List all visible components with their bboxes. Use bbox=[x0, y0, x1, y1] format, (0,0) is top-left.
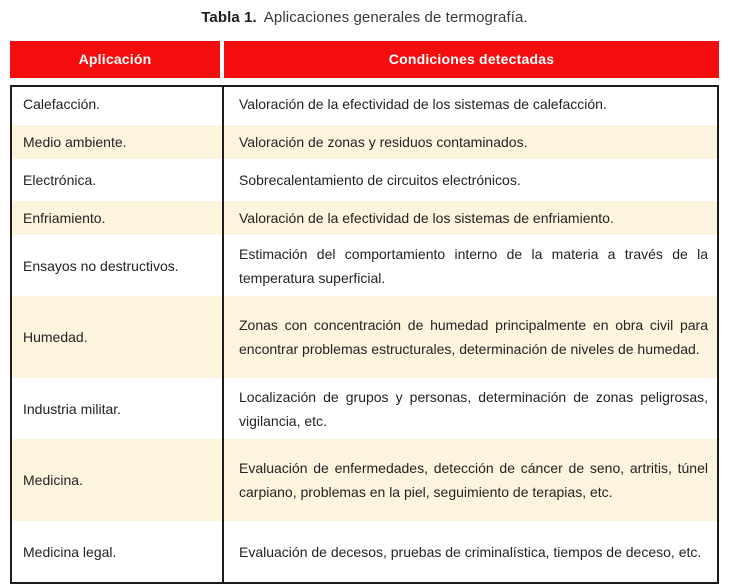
table-body bbox=[10, 85, 719, 584]
column-header-condiciones: Condiciones detectadas bbox=[224, 41, 719, 78]
cell-aplicacion: Calefacción. bbox=[23, 96, 101, 112]
table-row bbox=[12, 163, 717, 201]
cell-condiciones: Zonas con concentración de humedad principalmente en obra civil para encontrar problemas estructurales, determinación de niveles de humedad. bbox=[239, 317, 708, 357]
table-row bbox=[12, 439, 717, 525]
cell-condiciones: Valoración de zonas y residuos contaminados. bbox=[239, 134, 528, 150]
cell-aplicacion: Medio ambiente. bbox=[23, 134, 127, 150]
column-divider bbox=[222, 87, 224, 582]
cell-aplicacion: Medicina. bbox=[23, 472, 83, 488]
cell-condiciones: Evaluación de decesos, pruebas de criminalística, tiempos de deceso, etc. bbox=[239, 543, 702, 560]
cell-aplicacion: Medicina legal. bbox=[23, 543, 117, 560]
cell-aplicacion: Electrónica. bbox=[23, 172, 97, 188]
cell-condiciones: Localización de grupos y personas, determinación de zonas peligrosas, vigilancia, etc. bbox=[239, 388, 708, 429]
table-caption bbox=[0, 0, 729, 27]
table-row bbox=[12, 87, 717, 125]
cell-aplicacion: Enfriamiento. bbox=[23, 210, 106, 226]
cell-condiciones: Valoración de la efectividad de los sistemas de enfriamiento. bbox=[239, 210, 614, 226]
cell-aplicacion: Humedad. bbox=[23, 329, 88, 345]
cell-aplicacion: Industria militar. bbox=[23, 400, 122, 417]
cell-condiciones: Valoración de la efectividad de los sistemas de calefacción. bbox=[239, 96, 607, 112]
applications-table bbox=[10, 41, 719, 584]
table-caption-label: Tabla 1. bbox=[201, 9, 257, 26]
table-row bbox=[12, 382, 717, 439]
cell-condiciones: Estimación del comportamiento interno de la materia a través de la temperatura superficial. bbox=[239, 245, 708, 286]
table-row bbox=[12, 125, 717, 163]
table-caption-text: Aplicaciones generales de termografía. bbox=[263, 9, 528, 26]
cell-condiciones: Sobrecalentamiento de circuitos electrónicos. bbox=[239, 172, 521, 188]
table-row bbox=[12, 525, 717, 582]
cell-aplicacion: Ensayos no destructivos. bbox=[23, 257, 179, 274]
table-row bbox=[12, 239, 717, 296]
table-row bbox=[12, 296, 717, 382]
column-header-aplicacion: Aplicación bbox=[10, 41, 220, 78]
table-header-row bbox=[10, 41, 719, 78]
table-row bbox=[12, 201, 717, 239]
cell-condiciones: Evaluación de enfermedades, detección de cáncer de seno, artritis, túnel carpiano, problemas en la piel, seguimiento de terapias, etc. bbox=[239, 460, 708, 500]
